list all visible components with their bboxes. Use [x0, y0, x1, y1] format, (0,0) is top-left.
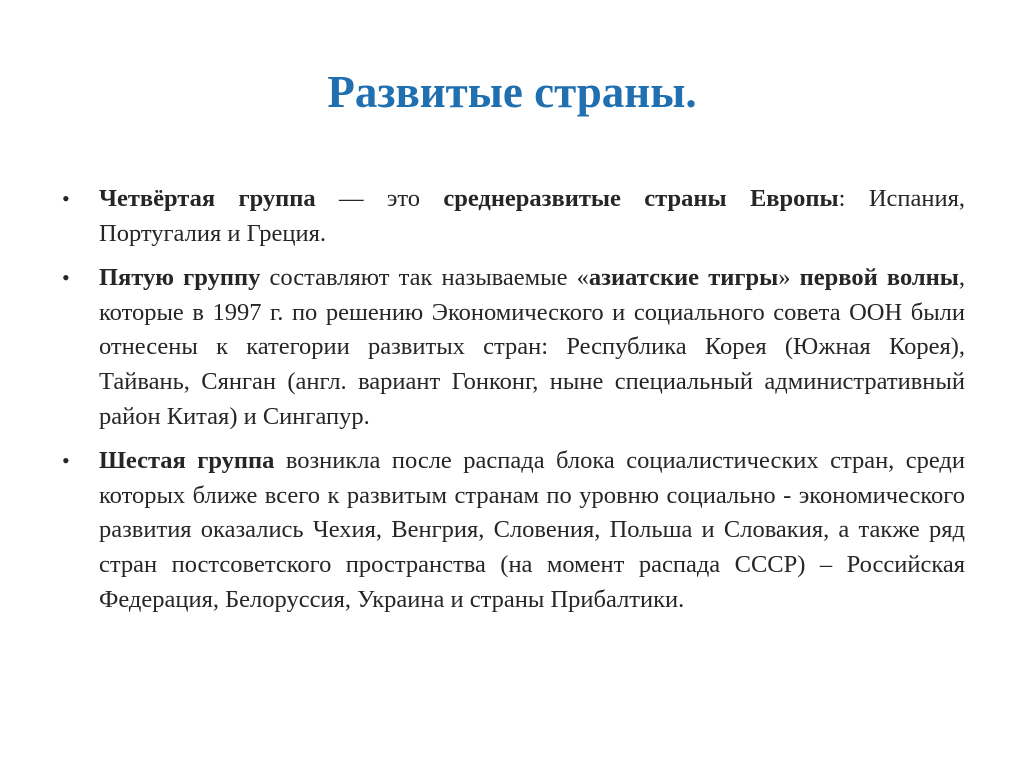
term-fifth-group: Пятую группу	[99, 264, 261, 292]
bullet-item-fourth-group	[62, 182, 965, 251]
term-first-wave: первой волны	[799, 264, 959, 292]
term-fourth-group: Четвёртая группа	[99, 185, 316, 212]
bullet-item-sixth-group	[62, 444, 965, 617]
bullet-icon: •	[62, 265, 70, 291]
text-segment: , которые в 1997 г. по решению Экономического и социального совета ООН были отнесены к категории развитых стран: Республика Корея (Южная Корея), Тайвань, Сянган (англ. вариант Гонконг, ныне специальный административный район Китая) и Сингапур.	[99, 264, 965, 430]
text-segment: составляют так называемые «	[260, 264, 589, 292]
bullet-icon: •	[62, 186, 70, 211]
term-mid-developed-europe: среднеразвитые страны Европы	[443, 185, 839, 212]
text-segment: : Испания, Португалия и Греция.	[99, 185, 965, 247]
bullet-icon: •	[62, 448, 70, 474]
bullet-item-fifth-group	[62, 261, 965, 434]
slide-title: Развитые страны.	[327, 67, 697, 117]
bullet-list	[62, 182, 965, 627]
text-segment: — это	[315, 185, 444, 212]
term-asian-tigers: азиатские тигры	[588, 264, 779, 292]
text-segment: возникла после распада блока социалистических стран, среди которых ближе всего к развитым странам по уровню социально - экономического развития оказались Чехия, Венгрия, Словения, Польша и Словакия, а также ряд стран постсоветского пространства (на момент распада СССР) – Российская Федерация, Белоруссия, Украина и страны Прибалтики.	[99, 447, 966, 613]
text-segment: »	[778, 264, 800, 292]
term-sixth-group: Шестая группа	[99, 447, 275, 475]
